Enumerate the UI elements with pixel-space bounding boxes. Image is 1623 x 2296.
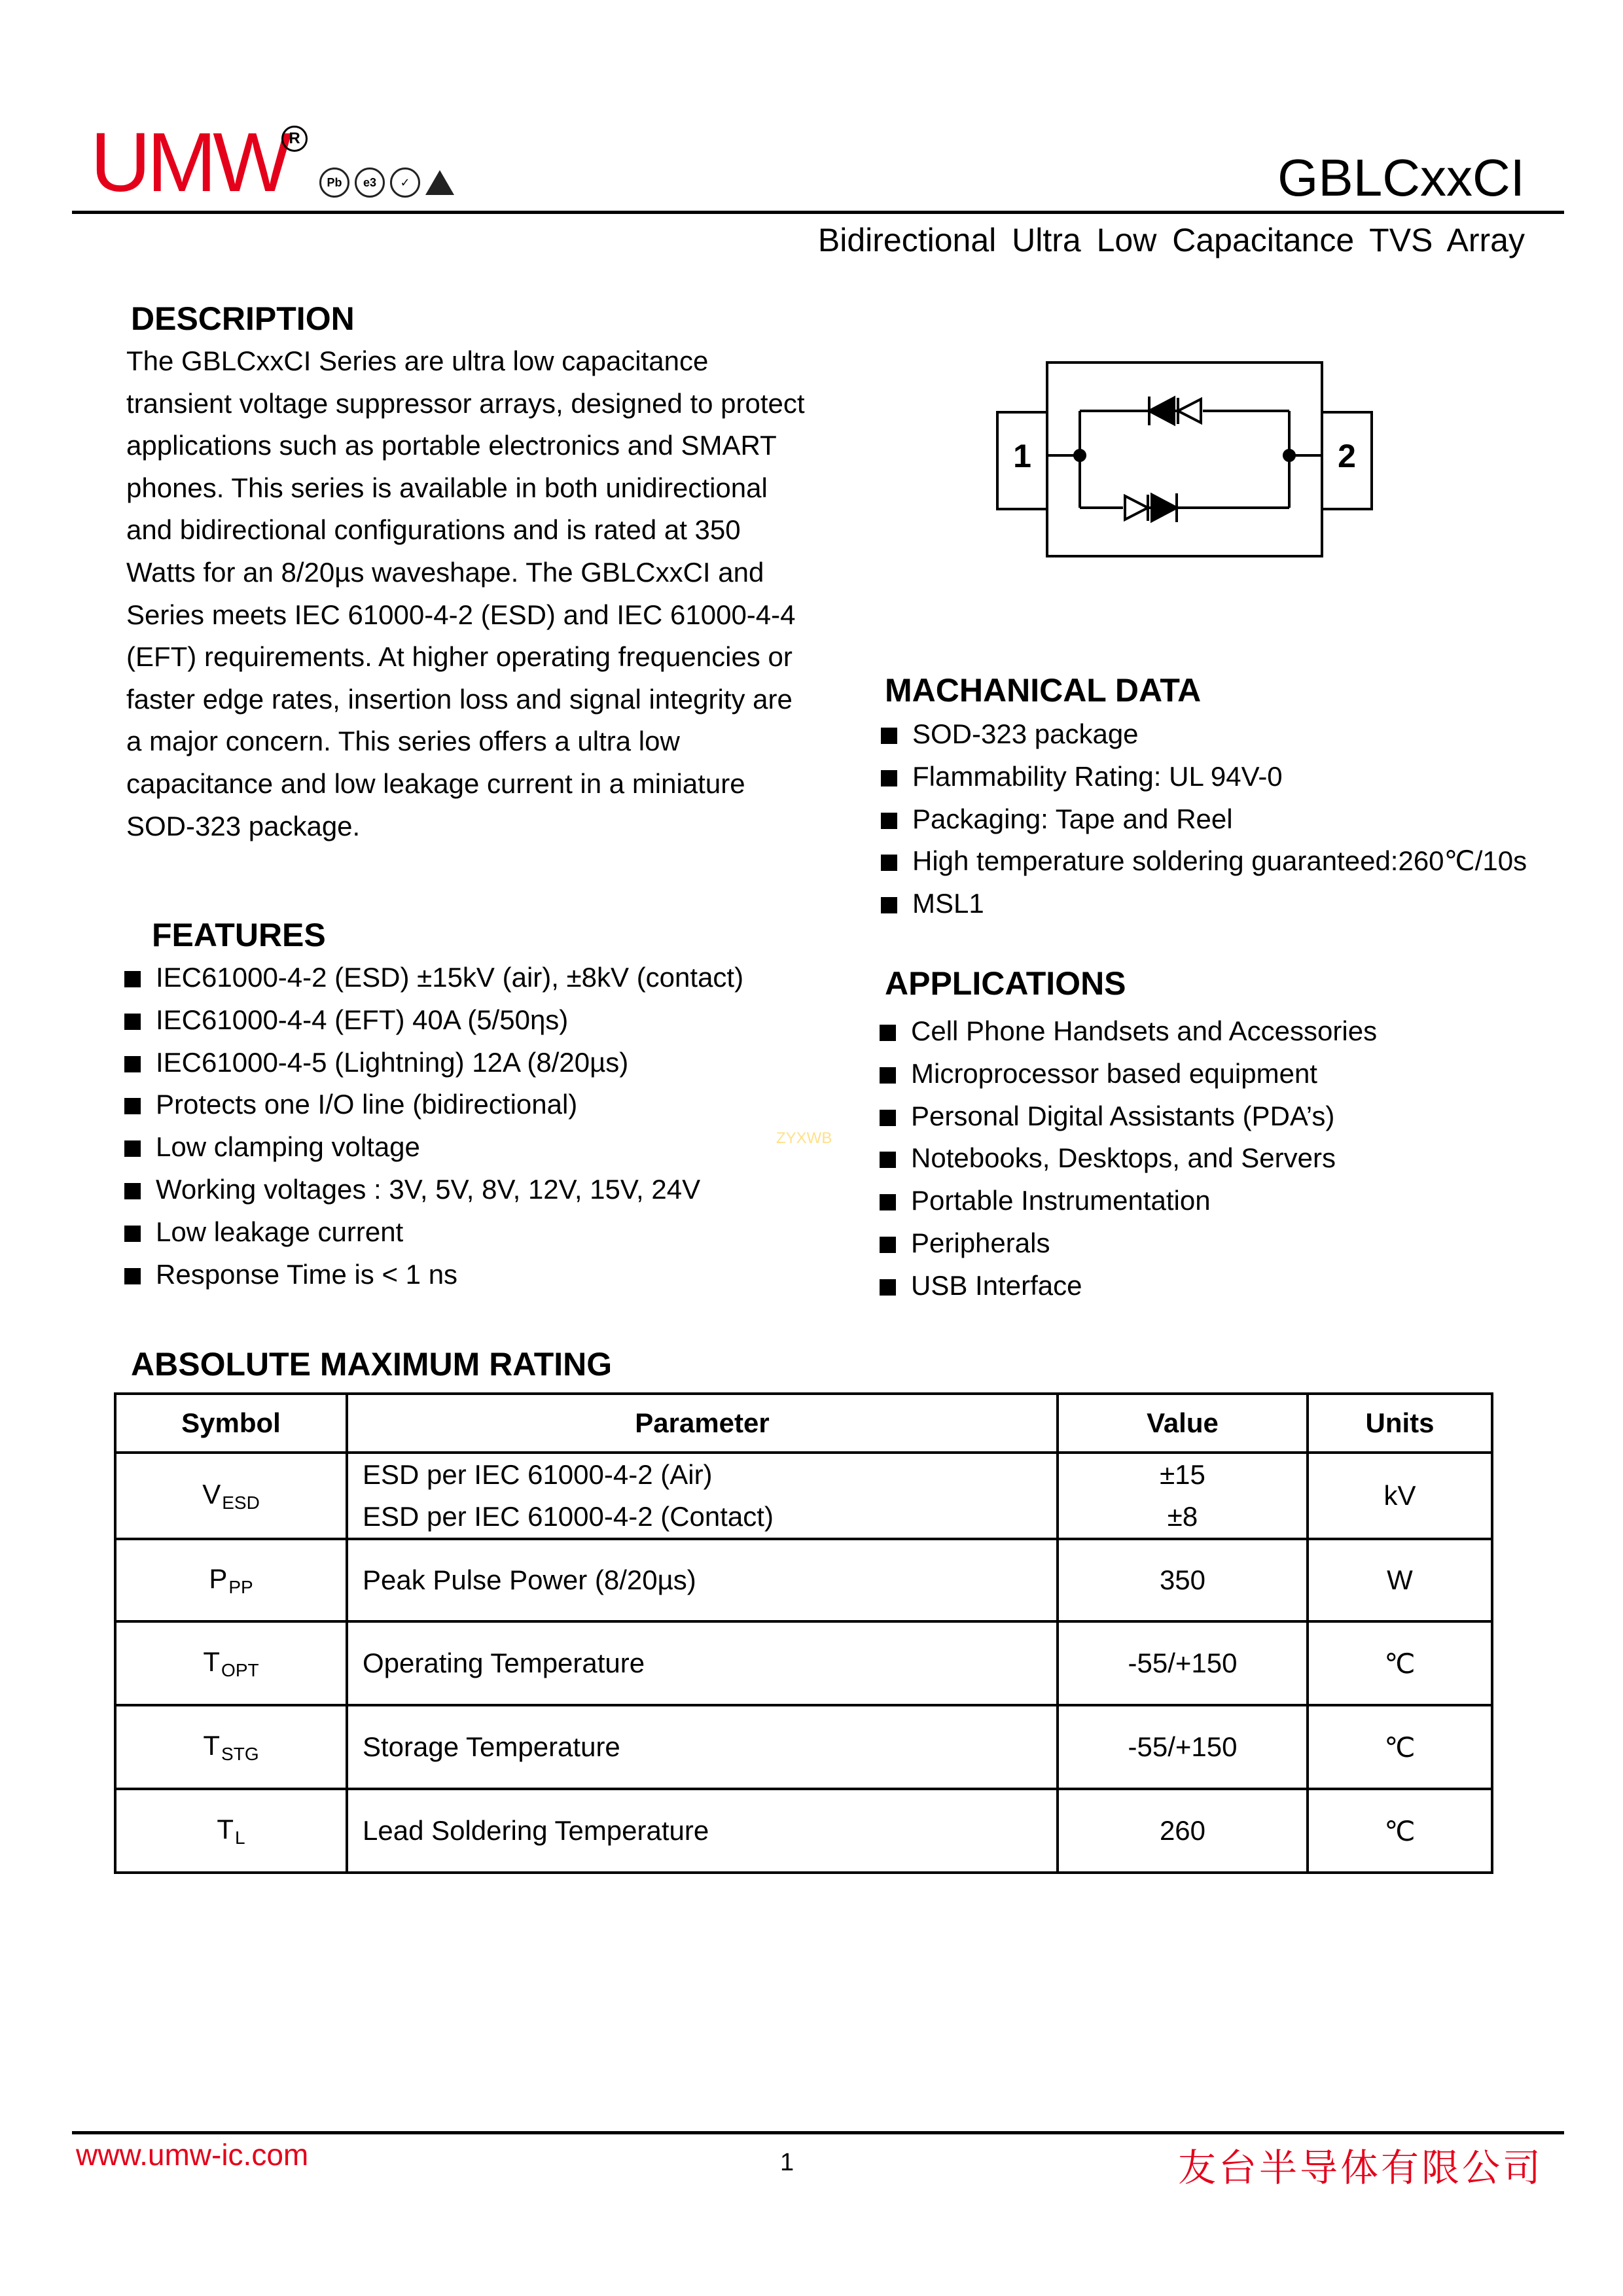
mechanical-list <box>881 713 1527 925</box>
diode-bottom-right <box>1152 495 1177 521</box>
list-item: Portable Instrumentation <box>880 1180 1377 1222</box>
units-cell: ℃ <box>1308 1621 1492 1705</box>
esd-warning-icon <box>425 170 454 195</box>
features-heading: FEATURES <box>152 917 326 953</box>
certification-icons <box>319 168 454 198</box>
description-text <box>126 340 813 847</box>
symbol-cell: $T_{STG}$ <box>115 1705 347 1789</box>
circuit-diagram <box>995 359 1374 560</box>
list-item: MSL1 <box>881 883 1527 925</box>
value-cell: 350 <box>1058 1539 1308 1621</box>
description-heading: DESCRIPTION <box>131 300 355 337</box>
list-item: IEC61000-4-5 (Lightning) 12A (8/20µs) <box>124 1042 743 1084</box>
value-cell: -55/+150 <box>1058 1705 1308 1789</box>
value-cell: ±15 ±8 <box>1058 1453 1308 1539</box>
list-item: Cell Phone Handsets and Accessories <box>880 1010 1377 1053</box>
list-item: Flammability Rating: UL 94V-0 <box>881 756 1527 798</box>
mechanical-heading: MACHANICAL DATA <box>885 672 1202 709</box>
list-item: Low clamping voltage <box>124 1126 743 1169</box>
watermark: ZYXWB <box>776 1129 832 1147</box>
list-item: Low leakage current <box>124 1211 743 1254</box>
e3-icon: e3 <box>355 168 385 198</box>
table-row <box>115 1621 1492 1705</box>
table-header-row <box>115 1394 1492 1453</box>
pin1-label: 1 <box>1013 438 1031 474</box>
column-header-value: Value <box>1058 1394 1308 1453</box>
package-outline <box>1047 362 1322 556</box>
diode-bottom-left <box>1125 496 1148 520</box>
table-row <box>115 1453 1492 1539</box>
list-item: USB Interface <box>880 1265 1377 1307</box>
parameter-cell: Lead Soldering Temperature <box>347 1789 1058 1873</box>
ratings-heading: ABSOLUTE MAXIMUM RATING <box>131 1346 613 1383</box>
halogen-free-icon: ✓ <box>390 168 420 198</box>
applications-list <box>880 1010 1377 1307</box>
document-subtitle: Bidirectional Ultra Low Capacitance TVS Array <box>817 222 1525 258</box>
parameter-cell: Storage Temperature <box>347 1705 1058 1789</box>
table-row <box>115 1789 1492 1873</box>
diode-top-left <box>1149 398 1174 424</box>
column-header-symbol: Symbol <box>115 1394 347 1453</box>
symbol-cell: $T_L$ <box>115 1789 347 1873</box>
list-item: Notebooks, Desktops, and Servers <box>880 1137 1377 1180</box>
list-item: Protects one I/O line (bidirectional) <box>124 1084 743 1126</box>
list-item: IEC61000-4-2 (ESD) ±15kV (air), ±8kV (contact) <box>124 957 743 999</box>
company-name: 友台半导体有限公司 <box>1177 2146 1543 2190</box>
parameter-cell: ESD per IEC 61000-4-2 (Air) ESD per IEC 61000-4-2 (Contact) <box>347 1453 1058 1539</box>
list-item: Packaging: Tape and Reel <box>881 798 1527 841</box>
diode-top-right <box>1178 399 1201 423</box>
symbol-cell: $T_{OPT}$ <box>115 1621 347 1705</box>
value-cell: -55/+150 <box>1058 1621 1308 1705</box>
list-item: Working voltages : 3V, 5V, 8V, 12V, 15V, 24V <box>124 1169 743 1211</box>
units-cell: W <box>1308 1539 1492 1621</box>
symbol-cell: $V_{ESD}$ <box>115 1453 347 1539</box>
table-row <box>115 1705 1492 1789</box>
units-cell: ℃ <box>1308 1789 1492 1873</box>
units-cell: kV <box>1308 1453 1492 1539</box>
part-number: GBLCxxCI <box>1277 149 1525 207</box>
page-number: 1 <box>780 2149 794 2176</box>
footer-divider <box>72 2131 1564 2134</box>
symbol-cell: $P_{PP}$ <box>115 1539 347 1621</box>
header-divider <box>72 211 1564 214</box>
column-header-parameter: Parameter <box>347 1394 1058 1453</box>
pin2-label: 2 <box>1338 438 1356 474</box>
parameter-cell: Operating Temperature <box>347 1621 1058 1705</box>
table-row <box>115 1539 1492 1621</box>
value-cell: 260 <box>1058 1789 1308 1873</box>
list-item: High temperature soldering guaranteed:260℃/10s <box>881 840 1527 883</box>
junction-left <box>1075 450 1085 461</box>
description-paragraph: The GBLCxxCI Series are ultra low capacitance transient voltage suppressor arrays, designed to protect applications such as portable electronics and SMART phones. This series is available in both unidirectional and bidirectional configurations and is rated at 350 Watts for an 8/20µs waveshape. The GBLCxxCI and Series meets IEC 61000-4-2 (ESD) and IEC 61000-4-4 (EFT) requirements. At higher operating frequencies or faster edge rates, insertion loss and signal integrity are a major concern. This series offers a ultra low capacitance and low leakage current in a miniature SOD-323 package. <box>126 345 805 841</box>
units-cell: ℃ <box>1308 1705 1492 1789</box>
list-item: Peripherals <box>880 1222 1377 1265</box>
umw-logo: UMW <box>90 116 288 209</box>
website-link[interactable]: www.umw-ic.com <box>76 2138 309 2172</box>
list-item: Response Time is < 1 ns <box>124 1254 743 1296</box>
registered-mark: R <box>281 126 308 152</box>
list-item: Microprocessor based equipment <box>880 1053 1377 1095</box>
column-header-units: Units <box>1308 1394 1492 1453</box>
parameter-cell: Peak Pulse Power (8/20µs) <box>347 1539 1058 1621</box>
list-item: SOD-323 package <box>881 713 1527 756</box>
pb-free-icon: Pb <box>319 168 349 198</box>
features-list <box>124 957 743 1296</box>
applications-heading: APPLICATIONS <box>885 965 1126 1002</box>
list-item: Personal Digital Assistants (PDA’s) <box>880 1095 1377 1138</box>
list-item: IEC61000-4-4 (EFT) 40A (5/50ηs) <box>124 999 743 1042</box>
ratings-table <box>114 1392 1493 1874</box>
junction-right <box>1284 450 1294 461</box>
